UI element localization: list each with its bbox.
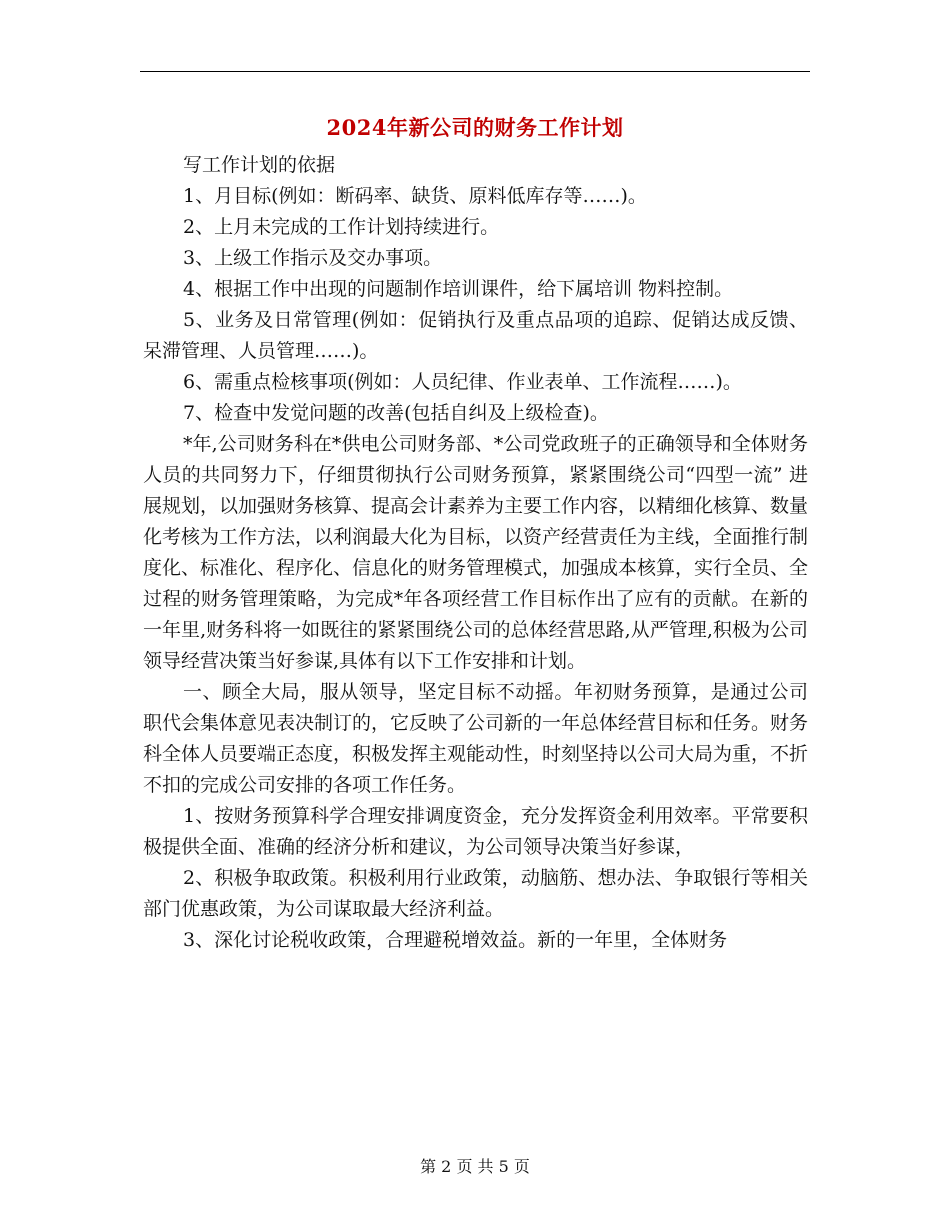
paragraph: 3、深化讨论税收政策，合理避税增效益。新的一年里，全体财务 bbox=[183, 929, 728, 951]
document-title: 2024年新公司的财务工作计划 bbox=[326, 115, 624, 140]
header-rule bbox=[140, 71, 810, 72]
paragraph: 1、月目标(例如：断码率、缺货、原料低库存等……)。 bbox=[183, 185, 647, 207]
paragraph: *年,公司财务科在*供电公司财务部、*公司党政班子的正确领导和全体财务人员的共同努力下，仔细贯彻执行公司财务预算，紧紧围绕公司“四型一流” 进展规划，以加强财务核算、提高会计素养为主要工作内容，以精细化核算、数量化考核为工作方法，以利润最大化为目标，以资产经营责任为主线，全面推行制度化、标准化、程序化、信息化的财务管理模式，加强成本核算，实行全员、全过程的财务管理策略，为完成*年各项经营工作目标作出了应有的贡献。在新的一年里,财务科将一如既往的紧紧围绕公司的总体经营思路,从严管理,积极为公司领导经营决策当好参谋,具体有以下工作安排和计划。 bbox=[143, 433, 809, 672]
paragraph: 4、根据工作中出现的问题制作培训课件，给下属培训 物料控制。 bbox=[183, 278, 734, 300]
paragraph: 7、检查中发觉问题的改善(包括自纠及上级检查)。 bbox=[183, 402, 609, 424]
paragraph: 2、积极争取政策。积极利用行业政策，动脑筋、想办法、争取银行等相关部门优惠政策，为公司谋取最大经济利益。 bbox=[143, 867, 808, 920]
paragraph: 写工作计划的依据 bbox=[183, 154, 336, 176]
document-body bbox=[143, 150, 808, 956]
paragraph: 2、上月未完成的工作计划持续进行。 bbox=[183, 216, 500, 238]
page-number: 第 2 页 共 5 页 bbox=[420, 1157, 530, 1176]
paragraph: 6、需重点检核事项(例如：人员纪律、作业表单、工作流程……)。 bbox=[183, 371, 742, 393]
paragraph: 一、顾全大局，服从领导，坚定目标不动摇。年初财务预算，是通过公司职代会集体意见表决制订的，它反映了公司新的一年总体经营目标和任务。财务科全体人员要端正态度，积极发挥主观能动性，时刻坚持以公司大局为重，不折不扣的完成公司安排的各项工作任务。 bbox=[143, 681, 809, 796]
paragraph: 3、上级工作指示及交办事项。 bbox=[183, 247, 443, 269]
paragraph: 5、业务及日常管理(例如：促销执行及重点品项的追踪、促销达成反馈、呆滞管理、人员管理……)。 bbox=[143, 309, 808, 362]
paragraph: 1、按财务预算科学合理安排调度资金，充分发挥资金利用效率。平常要积极提供全面、准确的经济分析和建议，为公司领导决策当好参谋， bbox=[143, 805, 808, 858]
